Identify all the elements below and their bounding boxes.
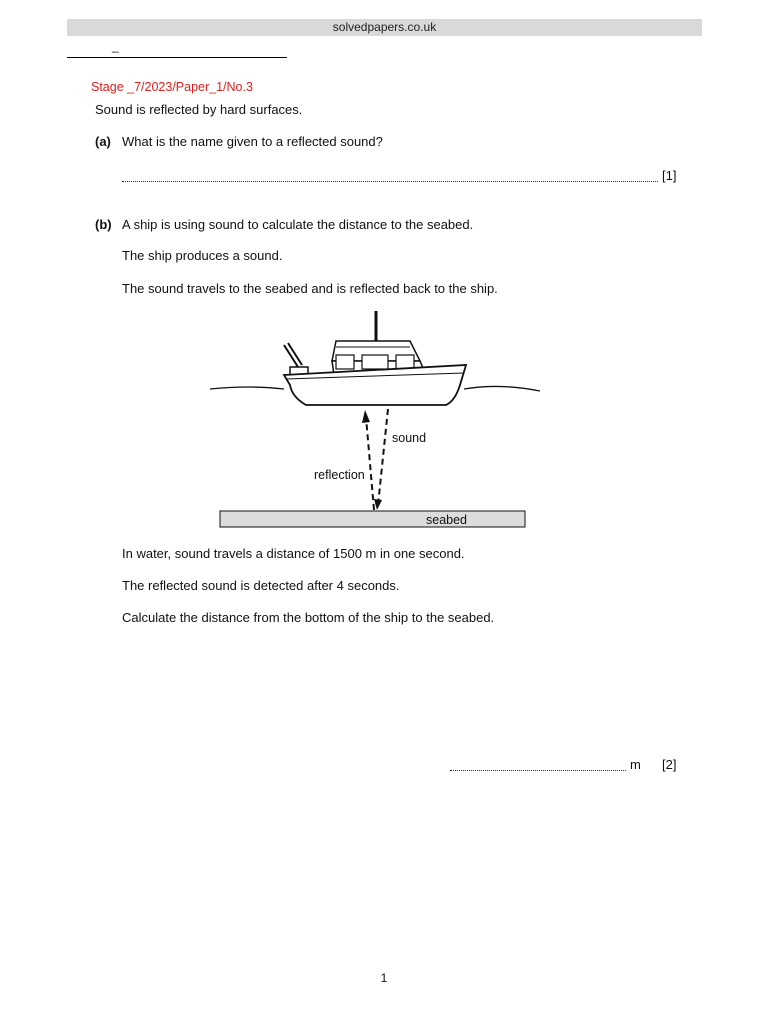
ship-hull: [284, 365, 466, 405]
part-b-marks: [2]: [662, 757, 677, 772]
sound-arrowhead: [374, 499, 382, 510]
page-number: 1: [380, 971, 388, 985]
part-a-question: What is the name given to a reflected sound?: [122, 134, 383, 149]
task-line: Calculate the distance from the bottom of the ship to the seabed.: [122, 610, 495, 625]
sound-path: [378, 409, 388, 505]
part-a-marks: [1]: [662, 168, 677, 183]
site-name: solvedpapers.co.uk: [332, 20, 437, 34]
info-line-1: In water, sound travels a distance of 1500 m in one second.: [122, 546, 465, 561]
part-b-line-1: A ship is using sound to calculate the distance to the seabed.: [122, 217, 474, 232]
reflection-label: reflection: [314, 468, 365, 482]
answer-line-b[interactable]: [450, 770, 626, 771]
part-a-label: (a): [95, 134, 111, 149]
question-reference: Stage _7/2023/Paper_1/No.3: [91, 80, 253, 94]
part-b-line-2: The ship produces a sound.: [122, 248, 283, 263]
answer-line-a[interactable]: [122, 181, 658, 182]
header-mark: _: [112, 39, 119, 53]
ship-diagram: [210, 305, 540, 530]
reflection-arrowhead: [362, 410, 370, 423]
part-b-label: (b): [95, 217, 112, 232]
seabed-label: seabed: [426, 513, 468, 527]
ship-crane: [284, 343, 308, 375]
top-rule: [67, 57, 287, 58]
site-header: [67, 19, 702, 36]
reflection-path: [366, 417, 374, 510]
sound-label: sound: [392, 431, 427, 445]
seabed-block: [220, 511, 525, 527]
part-b-line-3: The sound travels to the seabed and is reflected back to the ship.: [122, 281, 498, 296]
intro-text: Sound is reflected by hard surfaces.: [95, 102, 303, 117]
info-line-2: The reflected sound is detected after 4 seconds.: [122, 578, 400, 593]
answer-unit: m: [630, 757, 641, 772]
